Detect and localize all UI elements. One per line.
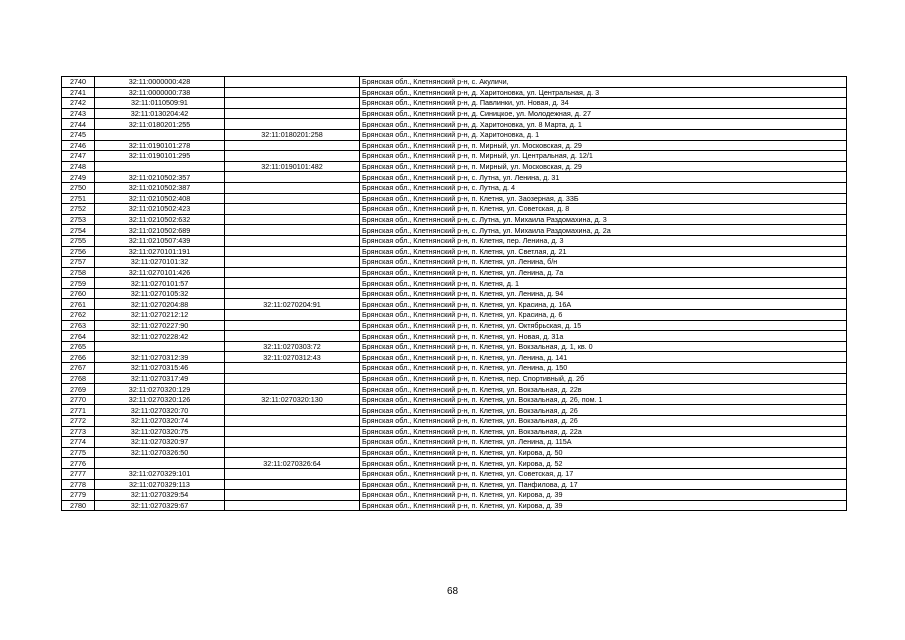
table-row: [62, 363, 847, 374]
address-cell: Брянская обл., Клетнянский р-н, п. Клетня, ул. Кирова, д. 39: [360, 500, 847, 511]
table-row: [62, 310, 847, 321]
cadastral-number-cell: 32:11:0270320:126: [95, 394, 225, 405]
cadastral-number-cell: 32:11:0270101:191: [95, 246, 225, 257]
cadastral-number-cell: 32:11:0270212:12: [95, 310, 225, 321]
cadastral-number-cell: 32:11:0270101:57: [95, 278, 225, 289]
address-cell: Брянская обл., Клетнянский р-н, п. Клетня, ул. Светлая, д. 21: [360, 246, 847, 257]
secondary-cadastral-number-cell: 32:11:0180201:258: [225, 129, 360, 140]
cadastral-number-cell: 32:11:0270228:42: [95, 331, 225, 342]
address-cell: Брянская обл., Клетнянский р-н, д. Харитоновка, ул. 8 Марта, д. 1: [360, 119, 847, 130]
address-cell: Брянская обл., Клетнянский р-н, д. Харитоновка, ул. Центральная, д. 3: [360, 87, 847, 98]
row-number-cell: 2757: [62, 257, 95, 268]
row-number-cell: 2755: [62, 235, 95, 246]
address-cell: Брянская обл., Клетнянский р-н, п. Клетня, ул. Вокзальная, д. 26: [360, 416, 847, 427]
table-row: [62, 235, 847, 246]
row-number-cell: 2761: [62, 299, 95, 310]
cadastral-number-cell: [95, 458, 225, 469]
row-number-cell: 2775: [62, 447, 95, 458]
row-number-cell: 2773: [62, 426, 95, 437]
address-cell: Брянская обл., Клетнянский р-н, п. Клетня, ул. Красина, д. 16А: [360, 299, 847, 310]
row-number-cell: 2747: [62, 151, 95, 162]
table-row: [62, 193, 847, 204]
cadastral-number-cell: 32:11:0210502:387: [95, 182, 225, 193]
secondary-cadastral-number-cell: [225, 426, 360, 437]
cadastral-number-cell: 32:11:0270227:90: [95, 320, 225, 331]
cadastral-number-cell: 32:11:0180201:255: [95, 119, 225, 130]
secondary-cadastral-number-cell: 32:11:0190101:482: [225, 161, 360, 172]
address-cell: Брянская обл., Клетнянский р-н, п. Клетня, ул. Кирова, д. 52: [360, 458, 847, 469]
address-cell: Брянская обл., Клетнянский р-н, п. Мирный, ул. Московская, д. 29: [360, 161, 847, 172]
address-cell: Брянская обл., Клетнянский р-н, п. Клетня, ул. Вокзальная, д. 1, кв. 0: [360, 341, 847, 352]
address-cell: Брянская обл., Клетнянский р-н, п. Клетня, ул. Ленина, б/н: [360, 257, 847, 268]
address-cell: Брянская обл., Клетнянский р-н, д. Синицкое, ул. Молодежная, д. 27: [360, 108, 847, 119]
cadastral-number-cell: 32:11:0210502:408: [95, 193, 225, 204]
address-cell: Брянская обл., Клетнянский р-н, п. Клетня, ул. Новая, д. 31а: [360, 331, 847, 342]
secondary-cadastral-number-cell: [225, 225, 360, 236]
row-number-cell: 2754: [62, 225, 95, 236]
row-number-cell: 2769: [62, 384, 95, 395]
address-cell: Брянская обл., Клетнянский р-н, с. Лутна, ул. Михаила Раздомахина, д. 2а: [360, 225, 847, 236]
cadastral-number-cell: 32:11:0190101:295: [95, 151, 225, 162]
table-row: [62, 87, 847, 98]
secondary-cadastral-number-cell: [225, 257, 360, 268]
address-cell: Брянская обл., Клетнянский р-н, с. Лутна, ул. Михаила Раздомахина, д. 3: [360, 214, 847, 225]
cadastral-number-cell: 32:11:0270326:50: [95, 447, 225, 458]
address-cell: Брянская обл., Клетнянский р-н, п. Клетня, ул. Вокзальная, д. 26, пом. 1: [360, 394, 847, 405]
table-row: [62, 119, 847, 130]
cadastral-number-cell: 32:11:0270329:54: [95, 490, 225, 501]
secondary-cadastral-number-cell: [225, 490, 360, 501]
table-row: [62, 98, 847, 109]
secondary-cadastral-number-cell: [225, 320, 360, 331]
address-cell: Брянская обл., Клетнянский р-н, п. Клетня, ул. Советская, д. 8: [360, 204, 847, 215]
cadastral-number-cell: 32:11:0000000:428: [95, 77, 225, 88]
table-row: [62, 77, 847, 88]
table-row: [62, 108, 847, 119]
row-number-cell: 2750: [62, 182, 95, 193]
cadastral-number-cell: 32:11:0270329:101: [95, 468, 225, 479]
secondary-cadastral-number-cell: [225, 331, 360, 342]
address-cell: Брянская обл., Клетнянский р-н, п. Клетня, пер. Ленина, д. 3: [360, 235, 847, 246]
row-number-cell: 2751: [62, 193, 95, 204]
table-row: [62, 225, 847, 236]
address-cell: Брянская обл., Клетнянский р-н, п. Клетня, ул. Вокзальная, д. 22в: [360, 384, 847, 395]
secondary-cadastral-number-cell: [225, 405, 360, 416]
secondary-cadastral-number-cell: [225, 384, 360, 395]
secondary-cadastral-number-cell: 32:11:0270303:72: [225, 341, 360, 352]
row-number-cell: 2759: [62, 278, 95, 289]
secondary-cadastral-number-cell: [225, 500, 360, 511]
table-row: [62, 500, 847, 511]
row-number-cell: 2766: [62, 352, 95, 363]
table-row: [62, 341, 847, 352]
table-row: [62, 490, 847, 501]
row-number-cell: 2771: [62, 405, 95, 416]
cadastral-number-cell: [95, 341, 225, 352]
secondary-cadastral-number-cell: [225, 119, 360, 130]
table-row: [62, 447, 847, 458]
table-row: [62, 129, 847, 140]
address-cell: Брянская обл., Клетнянский р-н, п. Клетня, ул. Кирова, д. 39: [360, 490, 847, 501]
address-cell: Брянская обл., Клетнянский р-н, п. Мирный, ул. Московская, д. 29: [360, 140, 847, 151]
secondary-cadastral-number-cell: 32:11:0270312:43: [225, 352, 360, 363]
cadastral-number-cell: [95, 161, 225, 172]
table-row: [62, 437, 847, 448]
table-row: [62, 373, 847, 384]
address-cell: Брянская обл., Клетнянский р-н, д. Харитоновка, д. 1: [360, 129, 847, 140]
cadastral-number-cell: [95, 129, 225, 140]
table-row: [62, 299, 847, 310]
property-registry-table: [61, 76, 847, 511]
address-cell: Брянская обл., Клетнянский р-н, п. Клетня, ул. Заозерная, д. 33Б: [360, 193, 847, 204]
cadastral-number-cell: 32:11:0210502:423: [95, 204, 225, 215]
row-number-cell: 2774: [62, 437, 95, 448]
cadastral-number-cell: 32:11:0270101:426: [95, 267, 225, 278]
row-number-cell: 2772: [62, 416, 95, 427]
cadastral-number-cell: 32:11:0000000:738: [95, 87, 225, 98]
row-number-cell: 2767: [62, 363, 95, 374]
secondary-cadastral-number-cell: [225, 87, 360, 98]
address-cell: Брянская обл., Клетнянский р-н, п. Клетня, ул. Ленина, д. 94: [360, 288, 847, 299]
secondary-cadastral-number-cell: [225, 437, 360, 448]
secondary-cadastral-number-cell: 32:11:0270320:130: [225, 394, 360, 405]
table-row: [62, 257, 847, 268]
row-number-cell: 2742: [62, 98, 95, 109]
address-cell: Брянская обл., Клетнянский р-н, п. Мирный, ул. Центральная, д. 12/1: [360, 151, 847, 162]
address-cell: Брянская обл., Клетнянский р-н, с. Акуличи,: [360, 77, 847, 88]
address-cell: Брянская обл., Клетнянский р-н, п. Клетня, пер. Спортивный, д. 2б: [360, 373, 847, 384]
secondary-cadastral-number-cell: [225, 108, 360, 119]
address-cell: Брянская обл., Клетнянский р-н, п. Клетня, ул. Ленина, д. 115А: [360, 437, 847, 448]
row-number-cell: 2762: [62, 310, 95, 321]
cadastral-number-cell: 32:11:0270320:129: [95, 384, 225, 395]
cadastral-number-cell: 32:11:0270320:75: [95, 426, 225, 437]
registry-table-body: [62, 77, 847, 511]
table-row: [62, 140, 847, 151]
address-cell: Брянская обл., Клетнянский р-н, с. Лутна, ул. Ленина, д. 31: [360, 172, 847, 183]
table-row: [62, 426, 847, 437]
row-number-cell: 2756: [62, 246, 95, 257]
cadastral-number-cell: 32:11:0210502:689: [95, 225, 225, 236]
row-number-cell: 2753: [62, 214, 95, 225]
cadastral-number-cell: 32:11:0270317:49: [95, 373, 225, 384]
cadastral-number-cell: 32:11:0210502:357: [95, 172, 225, 183]
secondary-cadastral-number-cell: [225, 363, 360, 374]
cadastral-number-cell: 32:11:0270204:88: [95, 299, 225, 310]
row-number-cell: 2770: [62, 394, 95, 405]
row-number-cell: 2752: [62, 204, 95, 215]
table-row: [62, 288, 847, 299]
table-row: [62, 246, 847, 257]
row-number-cell: 2743: [62, 108, 95, 119]
row-number-cell: 2764: [62, 331, 95, 342]
secondary-cadastral-number-cell: [225, 98, 360, 109]
secondary-cadastral-number-cell: [225, 310, 360, 321]
address-cell: Брянская обл., Клетнянский р-н, п. Клетня, ул. Ленина, д. 150: [360, 363, 847, 374]
secondary-cadastral-number-cell: [225, 214, 360, 225]
row-number-cell: 2776: [62, 458, 95, 469]
address-cell: Брянская обл., Клетнянский р-н, п. Клетня, ул. Панфилова, д. 17: [360, 479, 847, 490]
address-cell: Брянская обл., Клетнянский р-н, п. Клетня, д. 1: [360, 278, 847, 289]
cadastral-number-cell: 32:11:0270320:74: [95, 416, 225, 427]
cadastral-number-cell: 32:11:0130204:42: [95, 108, 225, 119]
secondary-cadastral-number-cell: [225, 204, 360, 215]
address-cell: Брянская обл., Клетнянский р-н, п. Клетня, ул. Советская, д. 17: [360, 468, 847, 479]
cadastral-number-cell: 32:11:0270312:39: [95, 352, 225, 363]
row-number-cell: 2778: [62, 479, 95, 490]
secondary-cadastral-number-cell: [225, 77, 360, 88]
cadastral-number-cell: 32:11:0270320:70: [95, 405, 225, 416]
table-row: [62, 352, 847, 363]
table-row: [62, 214, 847, 225]
row-number-cell: 2744: [62, 119, 95, 130]
secondary-cadastral-number-cell: [225, 416, 360, 427]
secondary-cadastral-number-cell: [225, 479, 360, 490]
table-row: [62, 331, 847, 342]
table-row: [62, 204, 847, 215]
table-row: [62, 405, 847, 416]
secondary-cadastral-number-cell: [225, 468, 360, 479]
secondary-cadastral-number-cell: [225, 278, 360, 289]
table-row: [62, 458, 847, 469]
table-row: [62, 182, 847, 193]
row-number-cell: 2780: [62, 500, 95, 511]
address-cell: Брянская обл., Клетнянский р-н, д. Павлинки, ул. Новая, д. 34: [360, 98, 847, 109]
secondary-cadastral-number-cell: [225, 172, 360, 183]
secondary-cadastral-number-cell: [225, 447, 360, 458]
table-row: [62, 267, 847, 278]
table-row: [62, 278, 847, 289]
table-row: [62, 320, 847, 331]
secondary-cadastral-number-cell: [225, 267, 360, 278]
cadastral-number-cell: 32:11:0190101:278: [95, 140, 225, 151]
cadastral-number-cell: 32:11:0270320:97: [95, 437, 225, 448]
table-row: [62, 416, 847, 427]
address-cell: Брянская обл., Клетнянский р-н, п. Клетня, ул. Ленина, д. 7а: [360, 267, 847, 278]
row-number-cell: 2749: [62, 172, 95, 183]
page-number: 68: [446, 586, 459, 597]
secondary-cadastral-number-cell: [225, 288, 360, 299]
secondary-cadastral-number-cell: [225, 373, 360, 384]
address-cell: Брянская обл., Клетнянский р-н, п. Клетня, ул. Октябрьская, д. 15: [360, 320, 847, 331]
secondary-cadastral-number-cell: [225, 246, 360, 257]
secondary-cadastral-number-cell: [225, 140, 360, 151]
cadastral-number-cell: 32:11:0270329:67: [95, 500, 225, 511]
row-number-cell: 2777: [62, 468, 95, 479]
row-number-cell: 2760: [62, 288, 95, 299]
cadastral-number-cell: 32:11:0110509:91: [95, 98, 225, 109]
address-cell: Брянская обл., Клетнянский р-н, п. Клетня, ул. Вокзальная, д. 22а: [360, 426, 847, 437]
table-row: [62, 161, 847, 172]
cadastral-number-cell: 32:11:0270101:32: [95, 257, 225, 268]
address-cell: Брянская обл., Клетнянский р-н, п. Клетня, ул. Ленина, д. 141: [360, 352, 847, 363]
row-number-cell: 2765: [62, 341, 95, 352]
row-number-cell: 2740: [62, 77, 95, 88]
address-cell: Брянская обл., Клетнянский р-н, п. Клетня, ул. Красина, д. 6: [360, 310, 847, 321]
row-number-cell: 2748: [62, 161, 95, 172]
secondary-cadastral-number-cell: [225, 235, 360, 246]
row-number-cell: 2746: [62, 140, 95, 151]
row-number-cell: 2779: [62, 490, 95, 501]
address-cell: Брянская обл., Клетнянский р-н, п. Клетня, ул. Вокзальная, д. 26: [360, 405, 847, 416]
cadastral-number-cell: 32:11:0270315:46: [95, 363, 225, 374]
row-number-cell: 2768: [62, 373, 95, 384]
row-number-cell: 2758: [62, 267, 95, 278]
secondary-cadastral-number-cell: [225, 193, 360, 204]
cadastral-number-cell: 32:11:0270105:32: [95, 288, 225, 299]
secondary-cadastral-number-cell: [225, 182, 360, 193]
row-number-cell: 2741: [62, 87, 95, 98]
table-row: [62, 384, 847, 395]
table-row: [62, 151, 847, 162]
cadastral-number-cell: 32:11:0210507:439: [95, 235, 225, 246]
table-row: [62, 394, 847, 405]
secondary-cadastral-number-cell: [225, 151, 360, 162]
address-cell: Брянская обл., Клетнянский р-н, п. Клетня, ул. Кирова, д. 50: [360, 447, 847, 458]
cadastral-number-cell: 32:11:0210502:632: [95, 214, 225, 225]
cadastral-number-cell: 32:11:0270329:113: [95, 479, 225, 490]
address-cell: Брянская обл., Клетнянский р-н, с. Лутна, д. 4: [360, 182, 847, 193]
table-row: [62, 172, 847, 183]
row-number-cell: 2745: [62, 129, 95, 140]
table-row: [62, 468, 847, 479]
secondary-cadastral-number-cell: 32:11:0270326:64: [225, 458, 360, 469]
row-number-cell: 2763: [62, 320, 95, 331]
table-row: [62, 479, 847, 490]
secondary-cadastral-number-cell: 32:11:0270204:91: [225, 299, 360, 310]
